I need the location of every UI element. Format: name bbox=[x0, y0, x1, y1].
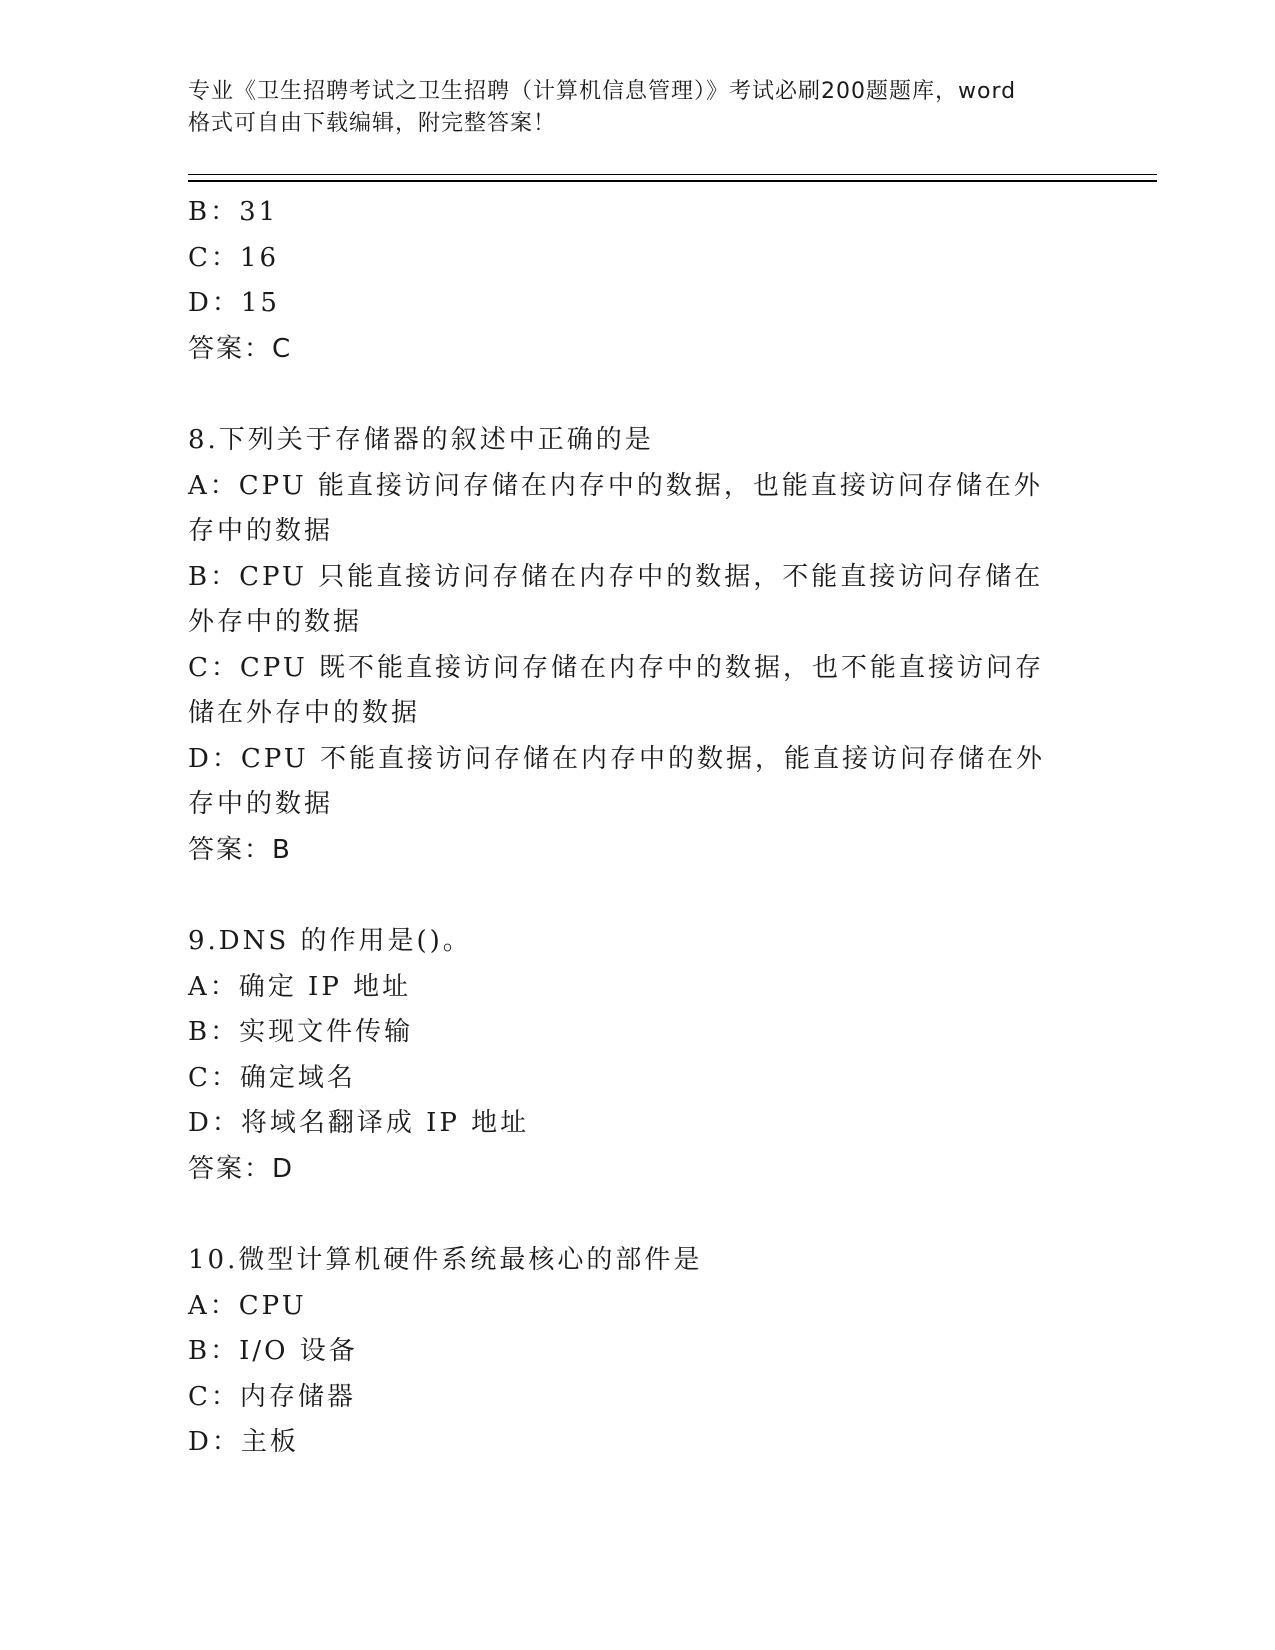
option-b bbox=[188, 1329, 1068, 1375]
option-text: 内存储器 bbox=[239, 1381, 356, 1412]
option-text: 将域名翻译成 IP 地址 bbox=[240, 1108, 530, 1138]
document-header bbox=[188, 76, 1088, 140]
header-title-line-1: 专业《卫生招聘考试之卫生招聘（计算机信息管理）》考试必刷200题题库，word bbox=[188, 79, 1017, 104]
option-b bbox=[188, 555, 1068, 646]
option-c bbox=[188, 1375, 1068, 1421]
question-stem: 10.微型计算机硬件系统最核心的部件是 bbox=[188, 1245, 703, 1275]
header-title-line-2: 格式可自由下载编辑，附完整答案！ bbox=[188, 111, 557, 136]
option-text: 主板 bbox=[240, 1427, 299, 1457]
option-d bbox=[188, 1420, 1068, 1466]
question-10 bbox=[188, 1238, 1068, 1466]
question-9 bbox=[188, 919, 1068, 1192]
option-text: CPU 不能直接访问存储在内存中的数据，能直接访问存储在外存中的数据 bbox=[188, 743, 1045, 819]
option-text: 实现文件传输 bbox=[239, 1017, 414, 1047]
option-c bbox=[188, 646, 1068, 737]
option-label: C： bbox=[188, 1381, 240, 1412]
option-c bbox=[188, 1056, 1068, 1102]
option-text: CPU bbox=[238, 1290, 307, 1321]
option-b bbox=[188, 1010, 1068, 1056]
question-spacer bbox=[188, 1192, 1068, 1238]
option-label: B： bbox=[188, 197, 240, 227]
option-label: A： bbox=[188, 470, 239, 501]
option-a bbox=[188, 965, 1068, 1011]
option-text: I/O 设备 bbox=[239, 1336, 358, 1366]
answer-line: 答案：C bbox=[188, 333, 293, 364]
option-label: D： bbox=[188, 1427, 241, 1457]
option-label: B： bbox=[188, 1017, 240, 1047]
option-b bbox=[188, 190, 1068, 236]
question-8 bbox=[188, 418, 1068, 873]
question-spacer bbox=[188, 372, 1068, 418]
question-7-tail bbox=[188, 190, 1068, 372]
option-text: CPU 既不能直接访问存储在内存中的数据，也不能直接访问存储在外存中的数据 bbox=[188, 652, 1045, 728]
header-divider-thick bbox=[188, 180, 1157, 182]
option-d bbox=[188, 281, 1068, 327]
option-label: D： bbox=[188, 288, 241, 318]
option-label: D： bbox=[188, 743, 241, 774]
option-label: C： bbox=[188, 1062, 240, 1093]
question-spacer bbox=[188, 873, 1068, 919]
option-c bbox=[188, 236, 1068, 282]
option-text: 15 bbox=[240, 288, 280, 318]
option-d bbox=[188, 737, 1068, 828]
option-label: B： bbox=[188, 561, 240, 592]
option-label: A： bbox=[188, 1290, 239, 1321]
option-text: 确定 IP 地址 bbox=[238, 971, 412, 1002]
option-text: 31 bbox=[239, 197, 279, 227]
option-text: CPU 能直接访问存储在内存中的数据，也能直接访问存储在外存中的数据 bbox=[188, 470, 1043, 546]
answer-line: 答案：B bbox=[188, 834, 292, 865]
option-a bbox=[188, 464, 1068, 555]
answer-line: 答案：D bbox=[188, 1153, 295, 1184]
option-label: C： bbox=[188, 242, 240, 273]
option-text: 16 bbox=[239, 242, 279, 273]
option-label: C： bbox=[188, 652, 240, 683]
option-label: A： bbox=[188, 971, 239, 1002]
question-stem: 9.DNS 的作用是()。 bbox=[188, 926, 472, 956]
option-text: CPU 只能直接访问存储在内存中的数据，不能直接访问存储在外存中的数据 bbox=[188, 561, 1044, 637]
question-stem: 8.下列关于存储器的叙述中正确的是 bbox=[188, 425, 654, 455]
option-text: 确定域名 bbox=[239, 1062, 356, 1093]
option-label: B： bbox=[188, 1336, 240, 1366]
header-divider-thin bbox=[188, 174, 1157, 175]
option-label: D： bbox=[188, 1108, 241, 1138]
option-d bbox=[188, 1101, 1068, 1147]
question-list bbox=[188, 190, 1068, 1466]
option-a bbox=[188, 1284, 1068, 1330]
